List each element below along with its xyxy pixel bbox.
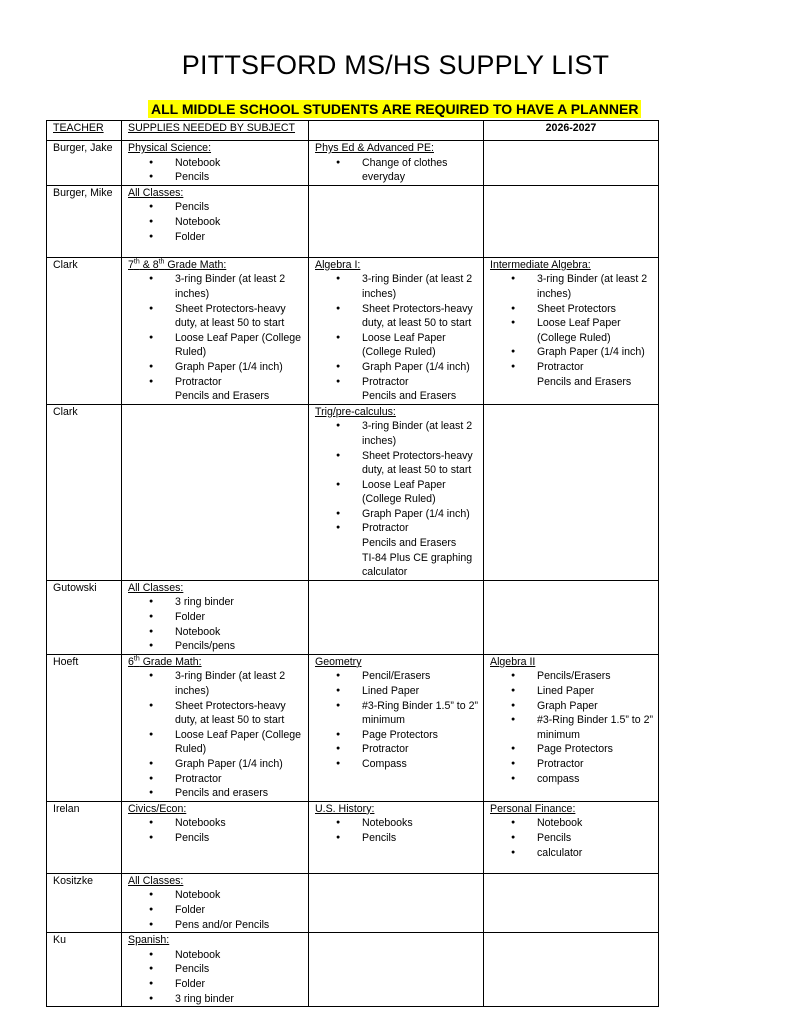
list-item: ● Pencils: [175, 962, 308, 977]
subject-cell: [484, 185, 659, 257]
list-item: ● Graph Paper (1/4 inch): [175, 757, 308, 772]
list-item: ● 3-ring Binder (at least 2 inches): [362, 419, 483, 448]
list-item: ● Sheet Protectors-heavy duty, at least 50 to start: [175, 302, 308, 331]
subject-cell: [484, 141, 659, 186]
list-extra-item: TI-84 Plus CE graphing calculator: [362, 551, 473, 579]
subject-cell: [122, 257, 309, 404]
planner-notice: ALL MIDDLE SCHOOL STUDENTS ARE REQUIRED TO HAVE A PLANNER: [148, 100, 641, 118]
list-item: ● Graph Paper (1/4 inch): [362, 360, 483, 375]
page-title: PITTSFORD MS/HS SUPPLY LIST: [181, 50, 610, 80]
table-row: [47, 257, 659, 404]
list-extra-item: Pencils and Erasers: [362, 537, 457, 550]
list-item: ● Page Protectors: [537, 742, 658, 757]
list-item: ● Folder: [175, 230, 308, 245]
list-item: ● Protractor: [175, 772, 308, 787]
table-row: [47, 404, 659, 580]
supply-list: [128, 595, 308, 653]
teacher-name: Hoeft: [47, 654, 122, 801]
supply-list: [490, 816, 658, 860]
subject-cell: [309, 580, 484, 654]
list-item: ● Page Protectors: [362, 728, 483, 743]
header-row: [47, 121, 659, 141]
list-extra-item: Pencils and Erasers: [537, 375, 632, 388]
subject-heading: Physical Science:: [128, 142, 212, 154]
list-item: ● Pencils: [537, 831, 658, 846]
supply-list: [490, 272, 658, 374]
subject-cell: [122, 404, 309, 580]
subject-cell: [484, 801, 659, 873]
list-item: ● Protractor: [362, 742, 483, 757]
subject-cell: [309, 257, 484, 404]
list-item: ● 3-ring Binder (at least 2 inches): [537, 272, 658, 301]
supply-list: [128, 272, 308, 389]
list-item: ● Loose Leaf Paper (College Ruled): [537, 316, 658, 345]
list-item: ● 3-ring Binder (at least 2 inches): [175, 272, 308, 301]
supply-list: [128, 816, 308, 845]
subject-heading: 6th Grade Math:: [128, 655, 202, 668]
table-row: [47, 654, 659, 801]
list-item: ● Lined Paper: [362, 684, 483, 699]
list-item: ● Sheet Protectors-heavy duty, at least 50 to start: [362, 302, 483, 331]
supply-list: [315, 272, 483, 389]
subject-heading: Algebra II: [490, 655, 536, 668]
teacher-name: Clark: [47, 257, 122, 404]
subject-heading: Spanish:: [128, 934, 170, 947]
list-item: ● Loose Leaf Paper (College Ruled): [175, 728, 308, 757]
supply-list: [315, 419, 483, 536]
list-item: ● 3-ring Binder (at least 2 inches): [362, 272, 483, 301]
list-item: ● Change of clothes everyday: [362, 156, 483, 185]
school-year: 2026-2027: [484, 121, 659, 141]
list-item: ● Notebook: [175, 156, 308, 171]
supply-list: [128, 888, 308, 932]
supplies-header: SUPPLIES NEEDED BY SUBJECT: [122, 121, 309, 141]
list-item: ● Pencils: [175, 831, 308, 846]
list-item: ● Pencils/pens: [175, 639, 308, 654]
list-item: ● 3-ring Binder (at least 2 inches): [175, 669, 308, 698]
subject-cell: [309, 933, 484, 1007]
list-item: ● Compass: [362, 757, 483, 772]
header-empty-cell: [309, 121, 484, 141]
list-extra-item: Pencils and Erasers: [362, 390, 457, 403]
teacher-name: Clark: [47, 404, 122, 580]
list-item: ● Folder: [175, 903, 308, 918]
teacher-name: Irelan: [47, 801, 122, 873]
list-item: ● 3 ring binder: [175, 992, 308, 1007]
list-item: ● Pencils and erasers: [175, 786, 308, 801]
subject-heading: Algebra I:: [315, 258, 361, 271]
table-row: [47, 141, 659, 186]
subject-cell: [309, 141, 484, 186]
list-item: ● compass: [537, 772, 658, 787]
table-row: [47, 185, 659, 257]
supply-list: [128, 156, 308, 185]
subject-cell: [122, 933, 309, 1007]
table-row: [47, 933, 659, 1007]
subject-heading: Civics/Econ:: [128, 802, 187, 815]
list-item: ● Sheet Protectors-heavy duty, at least 50 to start: [362, 449, 483, 478]
list-item: ● Sheet Protectors-heavy duty, at least 50 to start: [175, 699, 308, 728]
supply-list: [128, 948, 308, 1006]
subject-heading: All Classes:: [128, 874, 184, 887]
list-item: ● Pencils: [362, 831, 483, 846]
subject-heading: All Classes:: [128, 581, 184, 594]
list-item: ● 3 ring binder: [175, 595, 308, 610]
subject-heading: Trig/pre-calculus:: [315, 405, 396, 418]
subject-cell: [484, 580, 659, 654]
subject-heading: Geometry: [315, 655, 362, 668]
list-item: ● Pencils: [175, 200, 308, 215]
table-row: [47, 873, 659, 932]
supply-list: [128, 200, 308, 244]
list-item: ● #3-Ring Binder 1.5” to 2” minimum: [537, 713, 658, 742]
list-item: ● Notebooks: [175, 816, 308, 831]
subject-cell: [484, 404, 659, 580]
teacher-name: Kositzke: [47, 873, 122, 932]
list-item: ● Pencils/Erasers: [537, 669, 658, 684]
subject-heading: 7th & 8th Grade Math:: [128, 258, 227, 271]
subject-cell: [122, 141, 309, 186]
teacher-name: Ku: [47, 933, 122, 1007]
list-item: ● Protractor: [175, 375, 308, 390]
subject-cell: [309, 654, 484, 801]
teacher-name: Burger, Mike: [47, 185, 122, 257]
list-item: ● Graph Paper (1/4 inch): [362, 507, 483, 522]
subject-heading: Intermediate Algebra:: [490, 258, 591, 271]
list-item: ● Graph Paper: [537, 699, 658, 714]
teacher-header: TEACHER: [47, 121, 122, 141]
subject-cell: [484, 257, 659, 404]
supply-list: [490, 669, 658, 786]
list-item: ● Pencils: [175, 170, 308, 185]
list-item: ● Loose Leaf Paper (College Ruled): [362, 331, 483, 360]
list-item: ● Protractor: [537, 360, 658, 375]
list-item: ● Sheet Protectors: [537, 302, 658, 317]
subject-heading: U.S. History:: [315, 802, 375, 815]
subject-cell: [122, 185, 309, 257]
supply-table: [46, 120, 659, 1007]
list-item: ● Loose Leaf Paper (College Ruled): [175, 331, 308, 360]
subject-heading: All Classes:: [128, 186, 184, 199]
list-item: ● #3-Ring Binder 1.5” to 2” minimum: [362, 699, 483, 728]
list-extra-item: Pencils and Erasers: [175, 390, 270, 403]
list-item: ● Protractor: [537, 757, 658, 772]
subject-cell: [309, 404, 484, 580]
subject-heading: Phys Ed & Advanced PE:: [315, 142, 434, 154]
list-item: ● Loose Leaf Paper (College Ruled): [362, 478, 483, 507]
subject-cell: [309, 801, 484, 873]
subject-cell: [484, 654, 659, 801]
list-item: ● Lined Paper: [537, 684, 658, 699]
list-item: ● Protractor: [362, 521, 483, 536]
list-item: ● Graph Paper (1/4 inch): [537, 345, 658, 360]
subject-heading: Personal Finance:: [490, 802, 576, 815]
subject-cell: [484, 873, 659, 932]
list-item: ● Notebooks: [362, 816, 483, 831]
table-row: [47, 801, 659, 873]
list-item: ● Notebook: [175, 215, 308, 230]
supply-list: [315, 669, 483, 771]
subject-cell: [309, 873, 484, 932]
supply-list: [315, 816, 483, 845]
list-item: ● Notebook: [175, 625, 308, 640]
teacher-name: Burger, Jake: [47, 141, 122, 186]
subject-cell: [122, 801, 309, 873]
supply-list: [128, 669, 308, 800]
subject-cell: [122, 873, 309, 932]
list-item: ● Notebook: [175, 888, 308, 903]
list-item: ● Pencil/Erasers: [362, 669, 483, 684]
list-item: ● Folder: [175, 977, 308, 992]
list-item: ● Notebook: [175, 948, 308, 963]
list-item: ● Notebook: [537, 816, 658, 831]
list-item: ● calculator: [537, 846, 658, 861]
list-item: ● Pens and/or Pencils: [175, 918, 308, 933]
list-item: ● Folder: [175, 610, 308, 625]
subject-cell: [309, 185, 484, 257]
list-item: ● Protractor: [362, 375, 483, 390]
subject-cell: [122, 580, 309, 654]
table-row: [47, 580, 659, 654]
subject-cell: [484, 933, 659, 1007]
supply-list: [315, 156, 483, 185]
teacher-name: Gutowski: [47, 580, 122, 654]
list-item: ● Graph Paper (1/4 inch): [175, 360, 308, 375]
subject-cell: [122, 654, 309, 801]
